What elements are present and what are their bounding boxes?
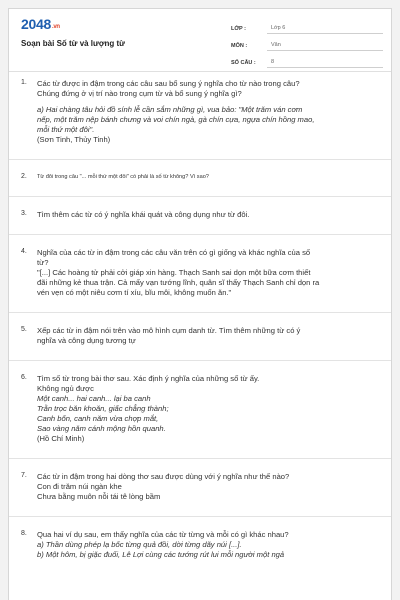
question-line: Sao vàng năm cánh mộng hồn quanh.	[37, 424, 166, 433]
meta-row	[231, 52, 383, 68]
question-divider	[9, 458, 392, 459]
site-logo[interactable]	[21, 16, 60, 32]
meta-info	[231, 18, 383, 69]
question-item	[9, 326, 392, 346]
meta-label: LỚP :	[231, 26, 246, 32]
question-line: Các từ được in đậm trong các câu sau bổ sung ý nghĩa cho từ nào trong câu?	[37, 79, 300, 88]
meta-label: SỐ CÂU :	[231, 60, 256, 66]
question-number: 1.	[21, 79, 27, 86]
question-line: Con đi trăm núi ngàn khe	[37, 482, 122, 491]
worksheet-page	[8, 8, 392, 600]
question-item	[9, 79, 392, 145]
meta-row	[231, 35, 383, 51]
header-divider	[9, 71, 391, 72]
question-line: (Sơn Tinh, Thủy Tinh)	[37, 135, 111, 144]
question-line: Canh bốn, canh năm vừa chợp mắt,	[37, 414, 159, 423]
question-item	[9, 248, 392, 298]
question-line: Chúng đứng ở vị trí nào trong cụm từ và bổ sung ý nghĩa gì?	[37, 89, 242, 98]
question-line: vén vẹn có một niêu cơm tí xíu, bĩu môi, không muốn ăn."	[37, 288, 232, 297]
page-header	[9, 9, 391, 71]
question-line: Một canh... hai canh... lại ba canh	[37, 394, 151, 403]
question-line: Nghĩa của các từ in đậm trong các câu văn trên có gì giống và khác nghĩa của số	[37, 248, 311, 257]
logo-tld: .vn	[51, 24, 60, 30]
question-number: 2.	[21, 173, 27, 180]
question-number: 7.	[21, 472, 27, 479]
question-divider	[9, 312, 392, 313]
meta-value: Văn	[267, 42, 383, 51]
question-line: Từ đôi trong câu "... mỗi thứ một đôi" có phải là số từ không? Vì sao?	[37, 174, 209, 180]
question-list	[9, 79, 392, 560]
question-line: Tìm số từ trong bài thơ sau. Xác định ý nghĩa của những số từ ấy.	[37, 374, 260, 383]
question-line: Không ngủ được	[37, 384, 94, 393]
question-item	[9, 472, 392, 502]
question-line: nếp, một trăm nệp bánh chưng và voi chín ngà, gà chín cựa, ngựa chín hồng mao,	[37, 115, 315, 124]
question-line: Tìm thêm các từ có ý nghĩa khái quát và công dụng như từ đôi.	[37, 210, 250, 219]
question-line: a) Thần dùng phép lạ bốc từng quả đồi, dời từng dãy núi [...].	[37, 540, 242, 549]
question-line: a) Hai chàng tâu hỏi đồ sính lễ cần sắm những gì, vua bảo: "Một trăm ván cơm	[37, 105, 303, 114]
question-number: 4.	[21, 248, 27, 255]
question-divider	[9, 159, 392, 160]
question-line: mỗi thứ một đôi".	[37, 125, 95, 134]
question-line: từ?	[37, 258, 49, 267]
question-divider	[9, 234, 392, 235]
question-divider	[9, 360, 392, 361]
logo-text: 2048	[21, 16, 51, 32]
question-line: nghĩa và công dụng tương tự	[37, 336, 136, 345]
question-number: 5.	[21, 326, 27, 333]
question-line: đãi những kẻ thua trận. Cả mấy vạn tướng lĩnh, quân sĩ thấy Thạch Sanh chỉ dọn ra	[37, 278, 320, 287]
question-divider	[9, 516, 392, 517]
meta-value: 8	[267, 59, 383, 68]
question-number: 3.	[21, 210, 27, 217]
question-line: Các từ in đậm trong hai dòng thơ sau được dùng với ý nghĩa như thế nào?	[37, 472, 290, 481]
meta-label: MÔN :	[231, 43, 248, 49]
meta-row	[231, 18, 383, 34]
question-divider	[9, 196, 392, 197]
question-number: 6.	[21, 374, 27, 381]
question-item	[9, 530, 392, 560]
question-item	[9, 374, 392, 444]
meta-value: Lớp 6	[267, 25, 383, 34]
question-item	[9, 210, 392, 220]
question-item	[9, 173, 392, 182]
question-line: Qua hai ví dụ sau, em thấy nghĩa của các từ từng và mỗi có gì khác nhau?	[37, 530, 289, 539]
question-line: (Hồ Chí Minh)	[37, 434, 85, 443]
question-line: b) Một hôm, bị giặc đuổi, Lê Lợi cùng các tướng rút lui mỗi người một ngả	[37, 550, 285, 559]
page-title: Soạn bài Số từ và lượng từ	[21, 39, 125, 48]
question-line: Chưa bằng muôn nỗi tái tê lòng bầm	[37, 492, 161, 501]
question-line: Trằn trọc băn khoăn, giấc chẳng thành;	[37, 404, 169, 413]
question-line: Xếp các từ in đậm nói trên vào mô hình cụm danh từ. Tìm thêm những từ có ý	[37, 326, 301, 335]
question-number: 8.	[21, 530, 27, 537]
question-line: "[...] Các hoàng tử phải cởi giáp xin hàng. Thạch Sanh sai dọn một bữa cơm thiết	[37, 268, 311, 277]
